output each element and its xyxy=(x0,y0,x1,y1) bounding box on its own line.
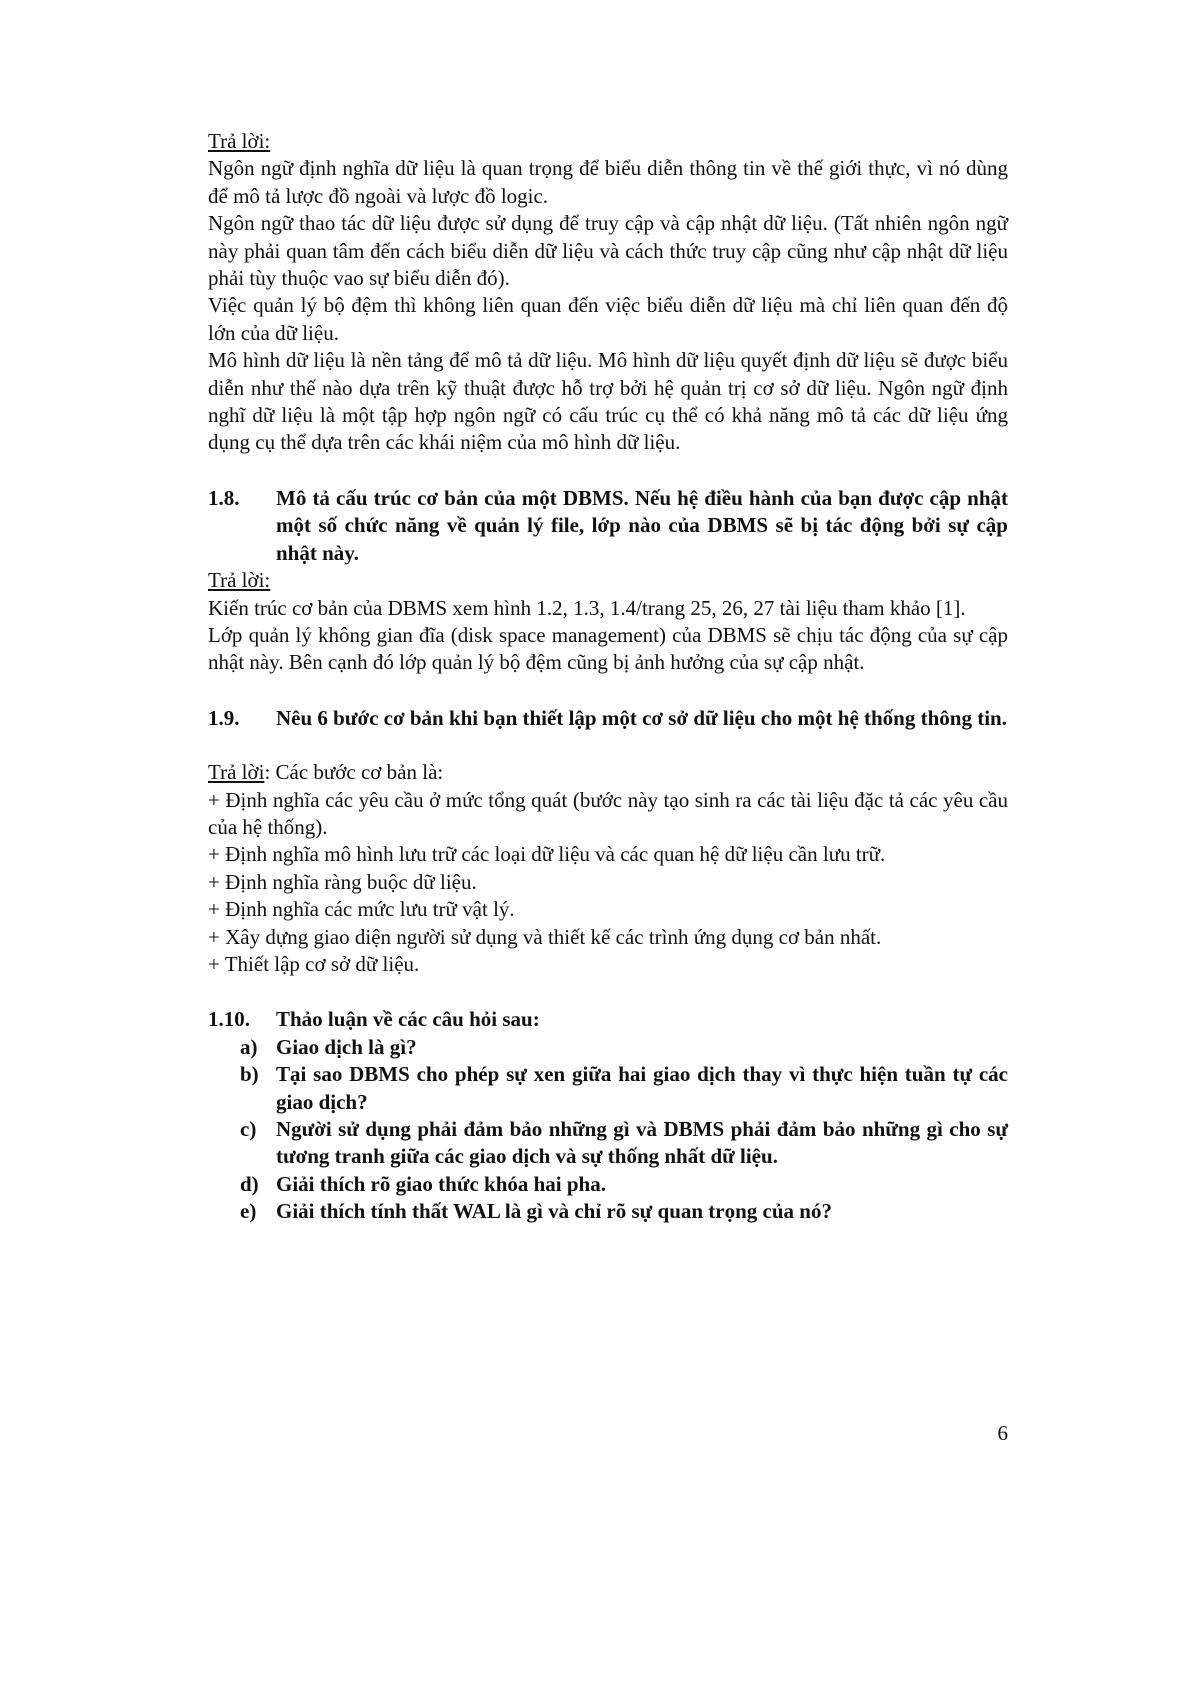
paragraph: Lớp quản lý không gian đĩa (disk space management) của DBMS sẽ chịu tác động của sự cập nhật này. Bên cạnh đó lớp quản lý bộ đệm cũng bị ảnh hưởng của sự cập nhật. xyxy=(208,622,1008,675)
page-number: 6 xyxy=(997,1421,1008,1445)
question-heading xyxy=(208,1006,1008,1033)
sub-question xyxy=(208,1116,1008,1171)
paragraph: Ngôn ngữ thao tác dữ liệu được sử dụng để truy cập và cập nhật dữ liệu. (Tất nhiên ngôn ngữ này phải quan tâm đến cách biểu diễn dữ liệu và cách thức truy cập cũng như cập nhật dữ liệu phải tùy thuộc vao sự biểu diễn đó). xyxy=(208,211,1008,291)
question-number: 1.9. xyxy=(208,705,240,730)
question-text: Mô tả cấu trúc cơ bản của một DBMS. Nếu hệ điều hành của bạn được cập nhật một số chức năng về quản lý file, lớp nào của DBMS sẽ bị tác động bởi sự cập nhật này. xyxy=(276,485,1008,565)
question-text: Nêu 6 bước cơ bản khi bạn thiết lập một cơ sở dữ liệu cho một hệ thống thông tin. xyxy=(276,705,1007,730)
sub-question-text: Giao dịch là gì? xyxy=(276,1034,417,1059)
sub-question-text: Người sử dụng phải đảm bảo những gì và DBMS phải đảm bảo những gì cho sự tương tranh giữa các giao dịch và sự thống nhất dữ liệu. xyxy=(276,1117,1008,1169)
list-item: + Thiết lập cơ sở dữ liệu. xyxy=(208,951,420,976)
sub-question-letter: d) xyxy=(240,1171,259,1196)
sub-question-letter: e) xyxy=(240,1199,257,1224)
list-item: + Định nghĩa các yêu cầu ở mức tổng quát (bước này tạo sinh ra các tài liệu đặc tả các yêu cầu của hệ thống). xyxy=(208,787,1008,839)
paragraph: Ngôn ngữ định nghĩa dữ liệu là quan trọng để biểu diễn thông tin về thế giới thực, vì nó dùng để mô tả lược đồ ngoài và lược đồ logic. xyxy=(208,156,1008,208)
sub-question-letter: a) xyxy=(240,1034,258,1059)
answer-label: Trả lời: xyxy=(208,568,271,593)
list-item: + Định nghĩa ràng buộc dữ liệu. xyxy=(208,869,477,894)
paragraph: Kiến trúc cơ bản của DBMS xem hình 1.2, 1.3, 1.4/trang 25, 26, 27 tài liệu tham khảo [1]. xyxy=(208,595,966,620)
sub-question-text: Tại sao DBMS cho phép sự xen giữa hai giao dịch thay vì thực hiện tuần tự các giao dịch? xyxy=(276,1062,1008,1114)
sub-question-letter: c) xyxy=(240,1117,257,1141)
sub-question xyxy=(208,1171,1008,1198)
document-page xyxy=(208,128,1008,1226)
paragraph: Mô hình dữ liệu là nền tảng để mô tả dữ liệu. Mô hình dữ liệu quyết định dữ liệu sẽ được biểu diễn như thế nào dựa trên kỹ thuật được hỗ trợ bởi hệ quản trị cơ sở dữ liệu. Ngôn ngữ định nghĩ dữ liệu là một tập hợp ngôn ngữ có cấu trúc cụ thể có khả năng mô tả các dữ liệu ứng dụng cụ thể dựa trên các khái niệm của mô hình dữ liệu. xyxy=(208,348,1008,455)
list-item: + Định nghĩa mô hình lưu trữ các loại dữ liệu và các quan hệ dữ liệu cần lưu trữ. xyxy=(208,842,886,867)
question-heading xyxy=(208,705,1008,732)
list-item: + Định nghĩa các mức lưu trữ vật lý. xyxy=(208,897,515,922)
sub-question-letter: b) xyxy=(240,1062,259,1087)
question-number: 1.10. xyxy=(208,1007,250,1032)
answer-intro: Trả lời: Các bước cơ bản là: xyxy=(208,760,444,785)
question-number: 1.8. xyxy=(208,485,240,510)
paragraph: Việc quản lý bộ đệm thì không liên quan đến việc biểu diễn dữ liệu mà chỉ liên quan đến độ lớn của dữ liệu. xyxy=(208,293,1008,345)
answer-label: Trả lời: xyxy=(208,129,271,153)
sub-question xyxy=(208,1198,1008,1225)
list-item: + Xây dựng giao diện người sử dụng và thiết kế các trình ứng dụng cơ bản nhất. xyxy=(208,924,882,949)
sub-question-text: Giải thích tính thất WAL là gì và chỉ rõ sự quan trọng của nó? xyxy=(276,1199,832,1224)
sub-question-text: Giải thích rõ giao thức khóa hai pha. xyxy=(276,1171,606,1196)
sub-question xyxy=(208,1061,1008,1116)
question-text: Thảo luận về các câu hỏi sau: xyxy=(276,1007,540,1032)
question-heading xyxy=(208,485,1008,567)
sub-question xyxy=(208,1034,1008,1061)
